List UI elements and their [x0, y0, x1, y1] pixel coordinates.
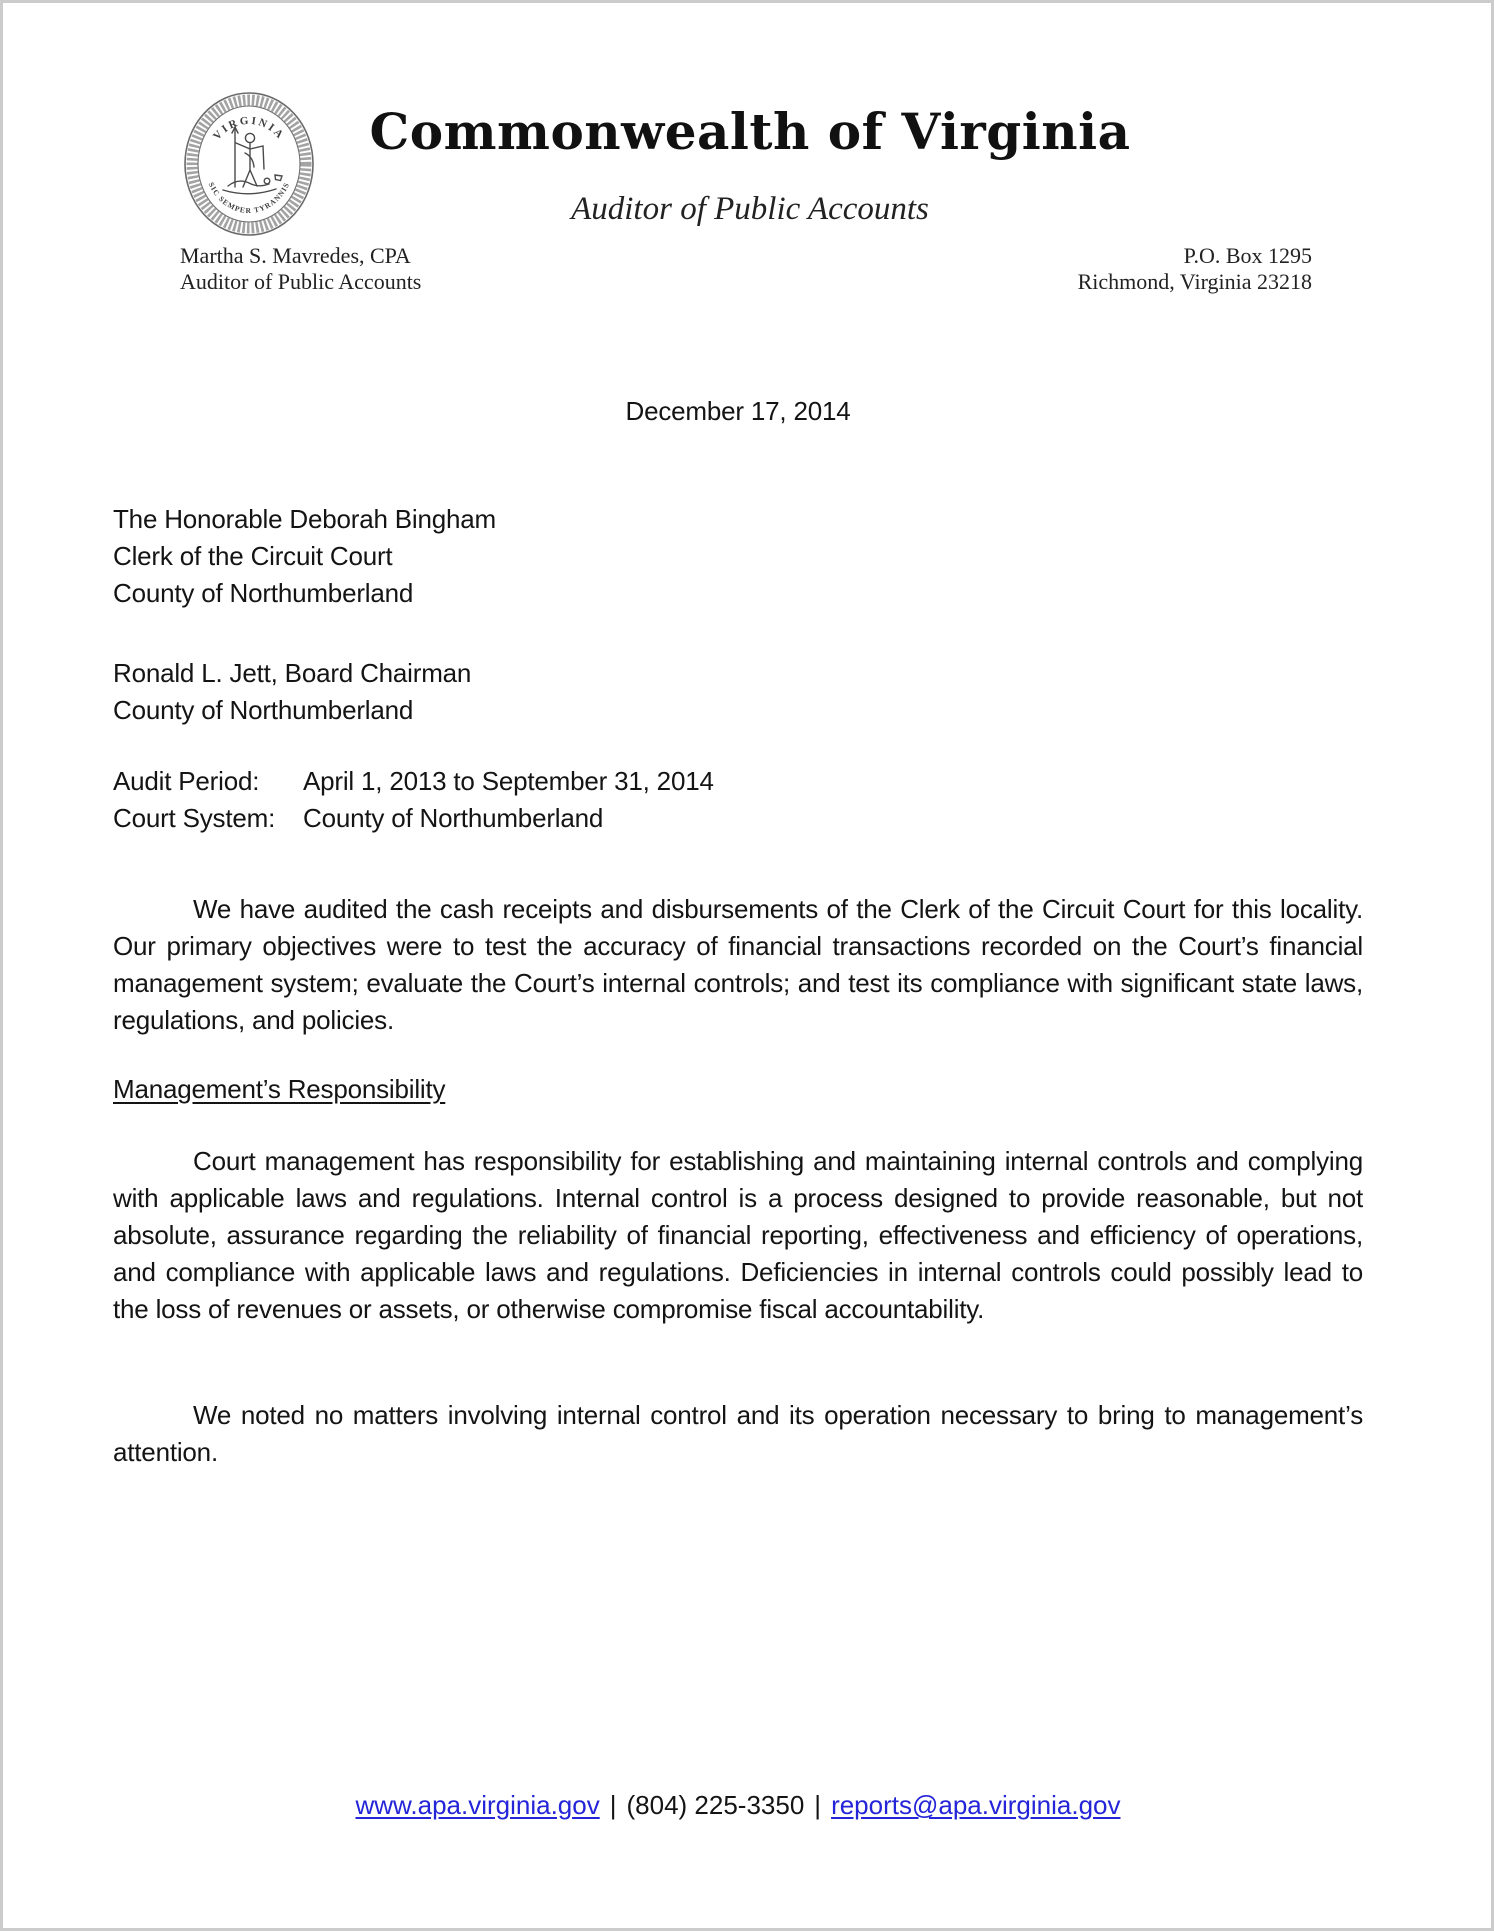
- court-system-label: Court System:: [113, 803, 276, 833]
- address-line-1: P.O. Box 1295: [1183, 243, 1312, 268]
- recipient-locality: County of Northumberland: [113, 695, 414, 725]
- page-subtitle: Auditor of Public Accounts: [571, 191, 929, 227]
- official-block: [180, 243, 421, 295]
- recipient-name: Ronald L. Jett, Board Chairman: [113, 658, 472, 688]
- letter-date: December 17, 2014: [625, 396, 851, 426]
- official-title: Auditor of Public Accounts: [180, 269, 422, 294]
- court-system-row: [113, 800, 1363, 837]
- footer-contact-line: [113, 1787, 1363, 1824]
- body-paragraph-1: We have audited the cash receipts and disbursements of the Clerk of the Circuit Court for this locality. Our primary objectives were to test the accuracy of financial transactions recorded on the Court’s financial management system; evaluate the Court’s internal controls; and test its compliance with significant state laws, regulations, and policies.: [113, 894, 1363, 1035]
- seal-bottom-text: SIC SEMPER TYRANNIS: [206, 180, 292, 216]
- recipient-block-2: [113, 655, 1363, 729]
- phone-number: (804) 225-3350: [626, 1790, 805, 1820]
- recipient-title: Clerk of the Circuit Court: [113, 541, 393, 571]
- recipient-block-1: [113, 501, 1363, 612]
- official-name: Martha S. Mavredes, CPA: [180, 243, 411, 268]
- address-block: [1078, 243, 1312, 295]
- audit-period-value: April 1, 2013 to September 31, 2014: [303, 766, 714, 796]
- section-heading-text: Management’s Responsibility: [113, 1074, 446, 1104]
- address-line-2: Richmond, Virginia 23218: [1077, 269, 1312, 294]
- recipient-name: The Honorable Deborah Bingham: [113, 504, 496, 534]
- audit-period-label: Audit Period:: [113, 766, 260, 796]
- body-paragraph-3: We noted no matters involving internal control and its operation necessary to bring to management’s attention.: [113, 1400, 1363, 1467]
- footer-separator: |: [609, 1790, 617, 1820]
- seal-top-text: VIRGINIA: [211, 114, 287, 143]
- website-link[interactable]: www.apa.virginia.gov: [355, 1790, 600, 1820]
- recipient-locality: County of Northumberland: [113, 578, 414, 608]
- body-paragraph-2: Court management has responsibility for establishing and maintaining internal controls and complying with applicable laws and regulations. Internal control is a process designed to provide reasonable, but not absolute, assurance regarding the reliability of financial reporting, effectiveness and efficiency of operations, and compliance with applicable laws and regulations. Deficiencies in internal controls could possibly lead to the loss of revenues or assets, or otherwise compromise fiscal accountability.: [113, 1146, 1363, 1324]
- audit-reference-block: [113, 763, 1363, 837]
- email-link[interactable]: reports@apa.virginia.gov: [831, 1790, 1121, 1820]
- section-heading: [113, 1071, 1363, 1108]
- page-title: Commonwealth of Virginia: [369, 102, 1131, 161]
- audit-period-row: [113, 763, 1363, 800]
- footer-separator: |: [814, 1790, 822, 1820]
- court-system-value: County of Northumberland: [303, 803, 604, 833]
